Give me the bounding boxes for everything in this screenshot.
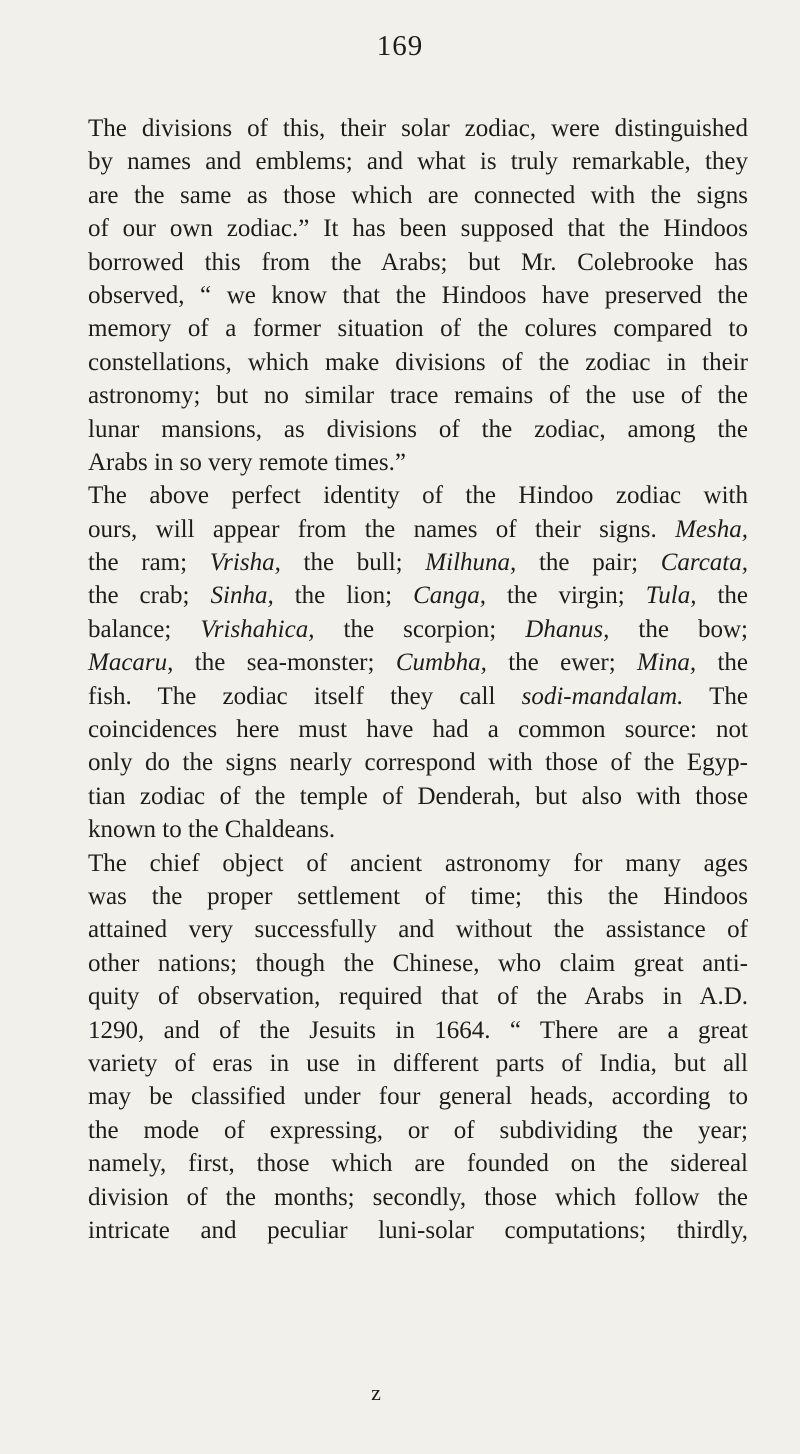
text-run: fish. The zodiac itself they call <box>88 682 522 710</box>
text-line <box>88 379 748 412</box>
text-line <box>88 646 748 679</box>
page-number: 169 <box>376 30 424 62</box>
text-run: other nations; though the Chinese, who claim great anti- <box>88 949 748 977</box>
text-line <box>88 479 748 512</box>
text-line <box>88 212 748 245</box>
text-run: the bow; <box>609 615 749 643</box>
text-run: are the same as those which are connected with the signs <box>88 181 748 209</box>
text-line <box>88 713 748 746</box>
text-run: only do the signs nearly correspond with those of the Egyp- <box>88 749 748 777</box>
text-run: the pair; <box>516 549 661 577</box>
text-line <box>88 1014 748 1047</box>
italic-term: Milhuna, <box>425 549 517 577</box>
text-run: was the proper settlement of time; this the Hindoos <box>88 882 748 910</box>
italic-term: Vrisha, <box>209 549 281 577</box>
text-run: memory of a former situation of the colures compared to <box>88 315 748 343</box>
text-run: variety of eras in use in different parts of India, but all <box>88 1049 748 1077</box>
text-line <box>88 1181 748 1214</box>
italic-term: Sinha, <box>210 582 274 610</box>
text-run: by names and emblems; and what is truly remarkable, they <box>88 148 748 176</box>
text-line <box>88 112 748 145</box>
text-line <box>88 1047 748 1080</box>
text-run: the lion; <box>273 582 414 610</box>
text-line <box>88 813 748 846</box>
text-run: coincidences here must have had a common source: not <box>88 716 748 744</box>
text-run: the <box>696 582 749 610</box>
text-line <box>88 1147 748 1180</box>
text-run: 1290, and of the Jesuits in 1664. “ There are a great <box>88 1016 748 1044</box>
text-line <box>88 947 748 980</box>
text-run: The chief object of ancient astronomy for many ages <box>88 849 748 877</box>
text-run: the ram; <box>88 549 210 577</box>
italic-term: Cumbha, <box>395 649 487 677</box>
text-line <box>88 446 748 479</box>
text-line <box>88 1114 748 1147</box>
text-run: known to the Chaldeans. <box>88 816 336 844</box>
text-run: intricate and peculiar luni-solar computations; thirdly, <box>88 1216 748 1244</box>
text-run: The above perfect identity of the Hindoo zodiac with <box>88 482 748 510</box>
italic-term: Tula, <box>645 582 697 610</box>
text-run: attained very successfully and without the assistance of <box>88 916 748 944</box>
text-run: may be classified under four general heads, according to <box>88 1083 748 1111</box>
text-line <box>88 179 748 212</box>
italic-term: Vrishahica, <box>200 615 315 643</box>
italic-term: Macaru, <box>88 649 174 677</box>
text-run: division of the months; secondly, those which follow the <box>88 1183 748 1211</box>
italic-term: Mina, <box>637 649 697 677</box>
text-run: tian zodiac of the temple of Denderah, but also with those <box>88 782 748 810</box>
text-run: balance; <box>88 615 201 643</box>
text-run: ours, will appear from the names of their signs. <box>88 515 676 543</box>
text-line <box>88 145 748 178</box>
body-text <box>88 112 748 1247</box>
italic-term: Dhanus, <box>525 615 610 643</box>
text-line <box>88 913 748 946</box>
text-line <box>88 847 748 880</box>
text-run: constellations, which make divisions of the zodiac in their <box>88 348 748 376</box>
text-line <box>88 746 748 779</box>
italic-term: Mesha, <box>675 515 748 543</box>
text-line <box>88 880 748 913</box>
text-run: quity of observation, required that of the Arabs in A.D. <box>88 983 748 1011</box>
text-run: astronomy; but no similar trace remains of the use of the <box>88 382 748 410</box>
text-line <box>88 246 748 279</box>
text-run: the crab; <box>88 582 211 610</box>
text-line <box>88 279 748 312</box>
text-run: the scorpion; <box>314 615 526 643</box>
text-line <box>88 513 748 546</box>
italic-term: Carcata, <box>660 549 748 577</box>
text-run: The <box>683 682 749 710</box>
text-run: the virgin; <box>486 582 646 610</box>
text-line <box>88 613 748 646</box>
text-run: the mode of expressing, or of subdividing the year; <box>88 1116 748 1144</box>
text-run: Arabs in so very remote times.” <box>88 448 406 476</box>
text-run: of our own zodiac.” It has been supposed that the Hindoos <box>88 215 748 243</box>
text-run: The divisions of this, their solar zodiac, were distinguished <box>88 115 748 142</box>
text-run: the bull; <box>280 549 426 577</box>
text-line <box>88 680 748 713</box>
text-run: borrowed this from the Arabs; but Mr. Colebrooke has <box>88 248 748 276</box>
text-run: the sea-monster; <box>173 649 396 677</box>
text-run: observed, “ we know that the Hindoos have preserved the <box>88 281 748 309</box>
text-line <box>88 312 748 345</box>
italic-term: sodi-mandalam. <box>521 682 684 710</box>
text-line <box>88 546 748 579</box>
text-line <box>88 413 748 446</box>
text-line <box>88 780 748 813</box>
text-run: the <box>696 649 749 677</box>
text-line <box>88 346 748 379</box>
text-run: the ewer; <box>486 649 638 677</box>
text-run: namely, first, those which are founded on the sidereal <box>88 1150 748 1178</box>
text-line <box>88 1214 748 1247</box>
italic-term: Canga, <box>413 582 486 610</box>
text-line <box>88 980 748 1013</box>
text-line <box>88 1080 748 1113</box>
text-line <box>88 579 748 612</box>
signature-mark: z <box>371 1380 381 1405</box>
text-run: lunar mansions, as divisions of the zodiac, among the <box>88 415 748 443</box>
